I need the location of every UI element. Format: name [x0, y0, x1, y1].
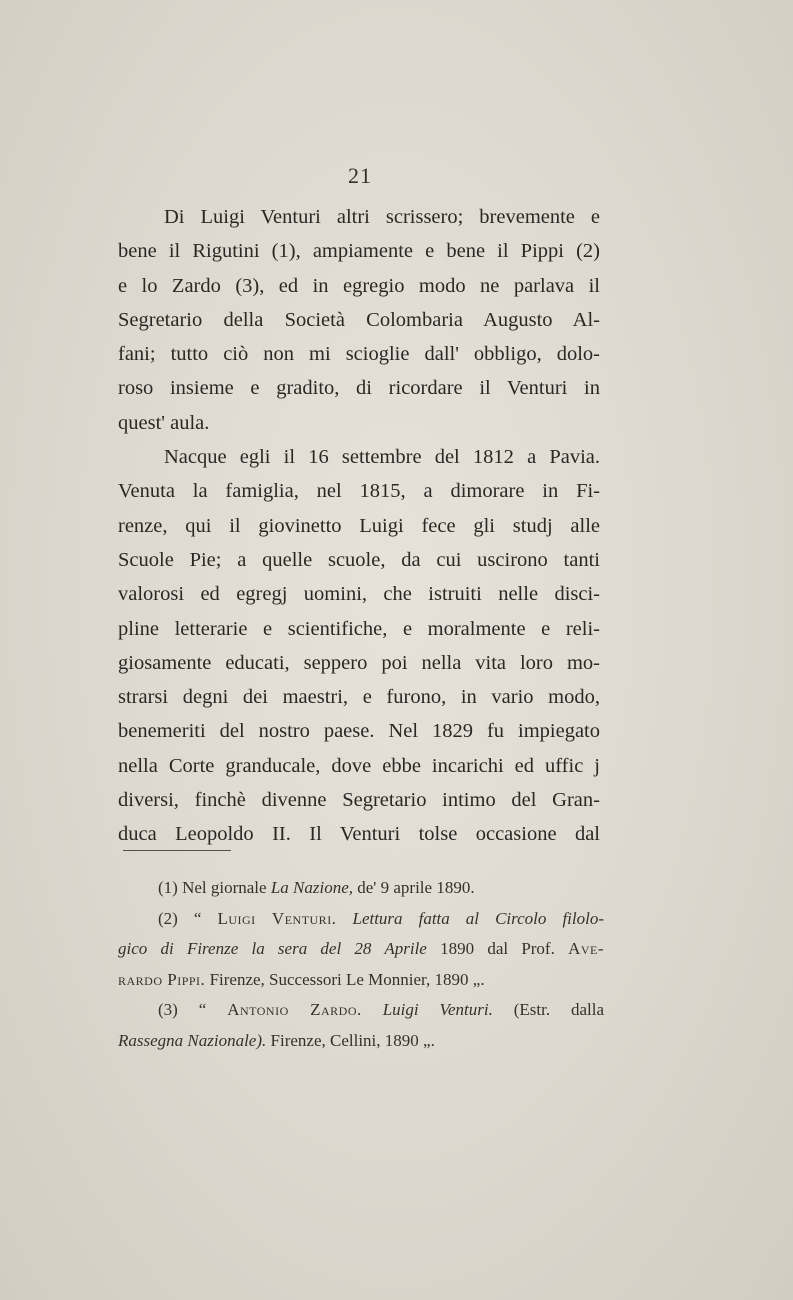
footnote-title: La Nazione,	[270, 878, 354, 897]
footnote-2-cont	[118, 965, 604, 996]
body-line: strarsi degni dei maestri, e furono, in vario modo,	[118, 686, 600, 709]
body-line: benemeriti del nostro paese. Nel 1829 fu impiegato	[118, 720, 600, 743]
body-line: bene il Rigutini (1), ampiamente e bene il Pippi (2)	[118, 240, 600, 263]
body-line: diversi, finchè divenne Segretario intimo del Gran-	[118, 789, 600, 812]
body-line: pline letterarie e scientifiche, e moralmente e reli-	[118, 617, 600, 640]
body-line: nella Corte granducale, dove ebbe incarichi ed uffic j	[118, 754, 600, 777]
footnote-text: Firenze, Cellini, 1890 „.	[270, 1030, 435, 1050]
body-line: Di Luigi Venturi altri scrissero; brevemente e	[164, 206, 600, 228]
footnote-title: gico di Firenze la sera del 28 Aprile	[118, 939, 427, 958]
footnote-text: de' 9 aprile 1890.	[357, 878, 475, 897]
footnote-2	[118, 904, 604, 935]
body-line: Nacque egli il 16 settembre del 1812 a Pavia.	[164, 446, 600, 469]
page-number: 21	[348, 163, 372, 188]
body-line: Venuta la famiglia, nel 1815, a dimorare in Fi-	[118, 480, 600, 503]
footnote-quote: “	[193, 908, 202, 928]
footnote-text: 1890 dal Prof.	[440, 939, 555, 958]
footnote-title: Rassegna Nazionale).	[118, 1030, 267, 1050]
footnote-1	[118, 873, 604, 904]
footnote-mark: (1)	[158, 878, 178, 897]
footnote-mark: (3)	[158, 1000, 178, 1019]
body-line: Segretario della Società Colombaria Augusto Al-	[118, 308, 600, 331]
footnote-divider	[123, 850, 231, 851]
footnote-quote: “	[198, 1000, 207, 1019]
footnote-title: Lettura fatta al Circolo filolo-	[352, 908, 604, 928]
footnote-author: Ave-	[568, 939, 605, 958]
body-line: duca Leopoldo II. Il Venturi tolse occasione dal	[118, 823, 600, 846]
footnote-title: Luigi Venturi.	[382, 1000, 493, 1019]
body-line: roso insieme e gradito, di ricordare il Venturi in	[118, 377, 600, 400]
footnote-3	[118, 995, 604, 1026]
footnote-2-cont	[118, 934, 604, 965]
footnote-author: Luigi Venturi.	[217, 908, 337, 928]
footnote-text: Firenze, Successori Le Monnier, 1890 „.	[209, 969, 485, 989]
body-line: giosamente educati, seppero poi nella vita loro mo-	[118, 651, 600, 674]
footnote-3-cont	[118, 1026, 604, 1057]
body-text	[118, 200, 600, 852]
body-line: quest' aula.	[118, 411, 210, 434]
footnote-text: (Estr. dalla	[513, 1000, 605, 1019]
body-line: valorosi ed egregj uomini, che istruiti nelle disci-	[118, 583, 600, 606]
body-line: Scuole Pie; a quelle scuole, da cui uscirono tanti	[118, 548, 600, 571]
footnotes	[118, 873, 604, 1056]
body-line: e lo Zardo (3), ed in egregio modo ne parlava il	[118, 274, 600, 297]
footnote-text: Nel giornale	[182, 878, 267, 897]
body-line: renze, qui il giovinetto Luigi fece gli studj alle	[118, 514, 600, 537]
footnote-mark: (2)	[158, 908, 178, 928]
body-line: fani; tutto ciò non mi scioglie dall' obbligo, dolo-	[118, 343, 600, 366]
footnote-author: rardo Pippi.	[118, 969, 206, 989]
footnote-author: Antonio Zardo.	[227, 1000, 362, 1019]
